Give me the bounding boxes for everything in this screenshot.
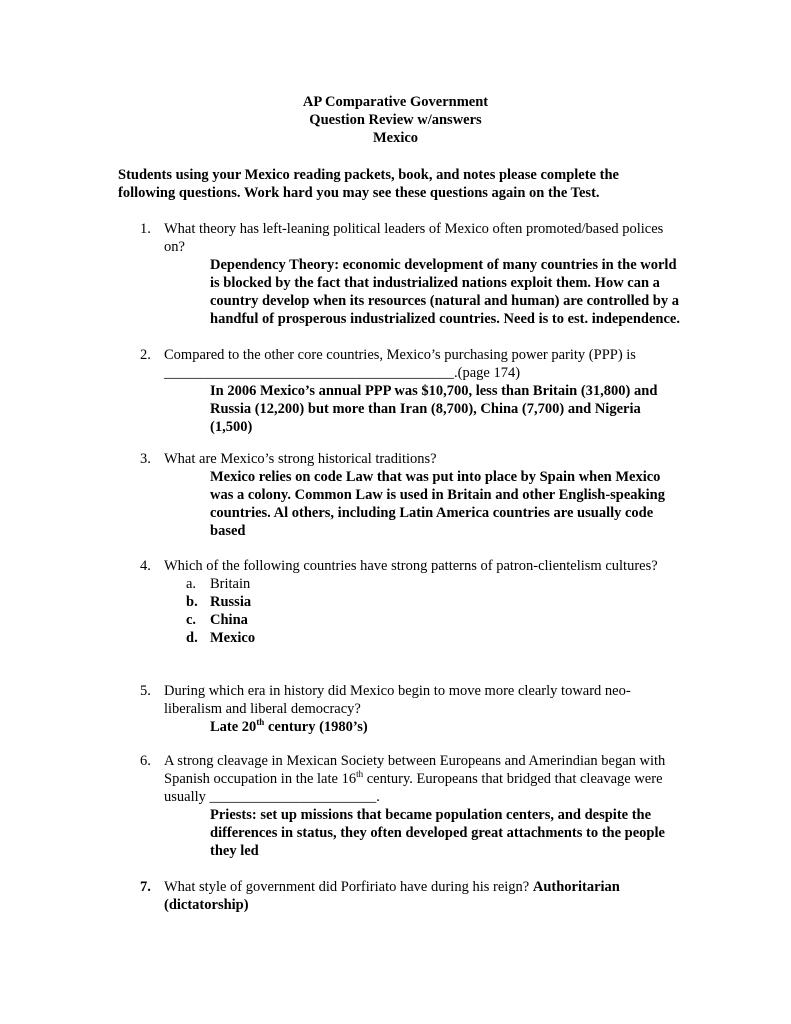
question-number: 6. — [140, 753, 151, 769]
option-label: China — [210, 612, 248, 628]
question-part: A strong cleavage in Mexican Society between Europeans and Amerindian began with Spanish occupation in the late 16 — [164, 753, 666, 787]
question-text — [164, 752, 680, 806]
question-text — [164, 878, 680, 914]
question-text: What theory has left-leaning political leaders of Mexico often promoted/based polices on? — [164, 221, 664, 255]
answer-superscript: th — [256, 717, 265, 727]
option-letter: d. — [186, 630, 198, 646]
answer-text — [210, 718, 680, 736]
option-d — [186, 629, 680, 647]
option-letter: c. — [186, 612, 197, 628]
question-number: 1. — [140, 221, 151, 237]
document-header — [0, 93, 791, 147]
answer-part: century (1980’s) — [264, 719, 368, 735]
answer-text: Authoritarian (dictatorship) — [164, 879, 620, 913]
question-number: 3. — [140, 451, 151, 467]
question-number: 4. — [140, 558, 151, 574]
question-text: What are Mexico’s strong historical traditions? — [164, 451, 437, 467]
question-number: 5. — [140, 683, 151, 699]
answer-text: Dependency Theory: economic development of many countries in the world is blocked by the fact that industrialized nations exploit them. How can a country develop when its resources (natural and human) are controlled by a handful of prosperous industrialized countries. Need is to est. independence. — [210, 257, 680, 327]
question-part: What style of government did Porfiriato have during his reign? — [164, 879, 533, 895]
option-label: Mexico — [210, 630, 256, 646]
header-topic: Mexico — [372, 130, 419, 146]
option-c — [186, 611, 680, 629]
option-letter: b. — [186, 594, 198, 610]
question-4 — [140, 557, 680, 647]
question-3 — [140, 450, 680, 540]
answer-part: Late 20 — [210, 719, 257, 735]
question-part: century. Europeans that bridged that cleavage were usually _______________________. — [164, 771, 663, 805]
question-superscript: th — [356, 769, 364, 779]
question-text: During which era in history did Mexico begin to move more clearly toward neo-liberalism and liberal democracy? — [164, 683, 631, 717]
question-number: 2. — [140, 347, 151, 363]
option-letter: a. — [186, 576, 197, 592]
question-2 — [140, 346, 680, 436]
instructions-paragraph: Students using your Mexico reading packets, book, and notes please complete the following questions. Work hard you may see these questions again on the Test. — [118, 167, 619, 201]
header-subtitle: Question Review w/answers — [309, 112, 482, 128]
option-label: Britain — [210, 576, 251, 592]
answer-text: Mexico relies on code Law that was put into place by Spain when Mexico was a colony. Common Law is used in Britain and other English-speaking countries. Al others, including Latin America countries are usually code based — [210, 469, 665, 539]
question-6 — [140, 752, 680, 860]
question-text: Which of the following countries have strong patterns of patron-clientelism cultures? — [164, 558, 658, 574]
answer-text: Priests: set up missions that became population centers, and despite the differences in status, they often developed great attachments to the people they led — [210, 807, 665, 859]
header-course-title: AP Comparative Government — [302, 94, 489, 110]
answer-text: In 2006 Mexico’s annual PPP was $10,700, less than Britain (31,800) and Russia (12,200) but more than Iran (8,700), China (7,700) and Nigeria (1,500) — [210, 383, 658, 435]
question-7 — [140, 878, 680, 914]
question-5 — [140, 682, 680, 736]
option-label: Russia — [210, 594, 252, 610]
option-b — [186, 593, 680, 611]
answer-options — [186, 575, 680, 647]
option-a — [186, 575, 680, 593]
question-number: 7. — [140, 879, 151, 895]
question-1 — [140, 220, 680, 328]
question-text: Compared to the other core countries, Mexico’s purchasing power parity (PPP) is ________________________________________.(page 174) — [164, 347, 636, 381]
